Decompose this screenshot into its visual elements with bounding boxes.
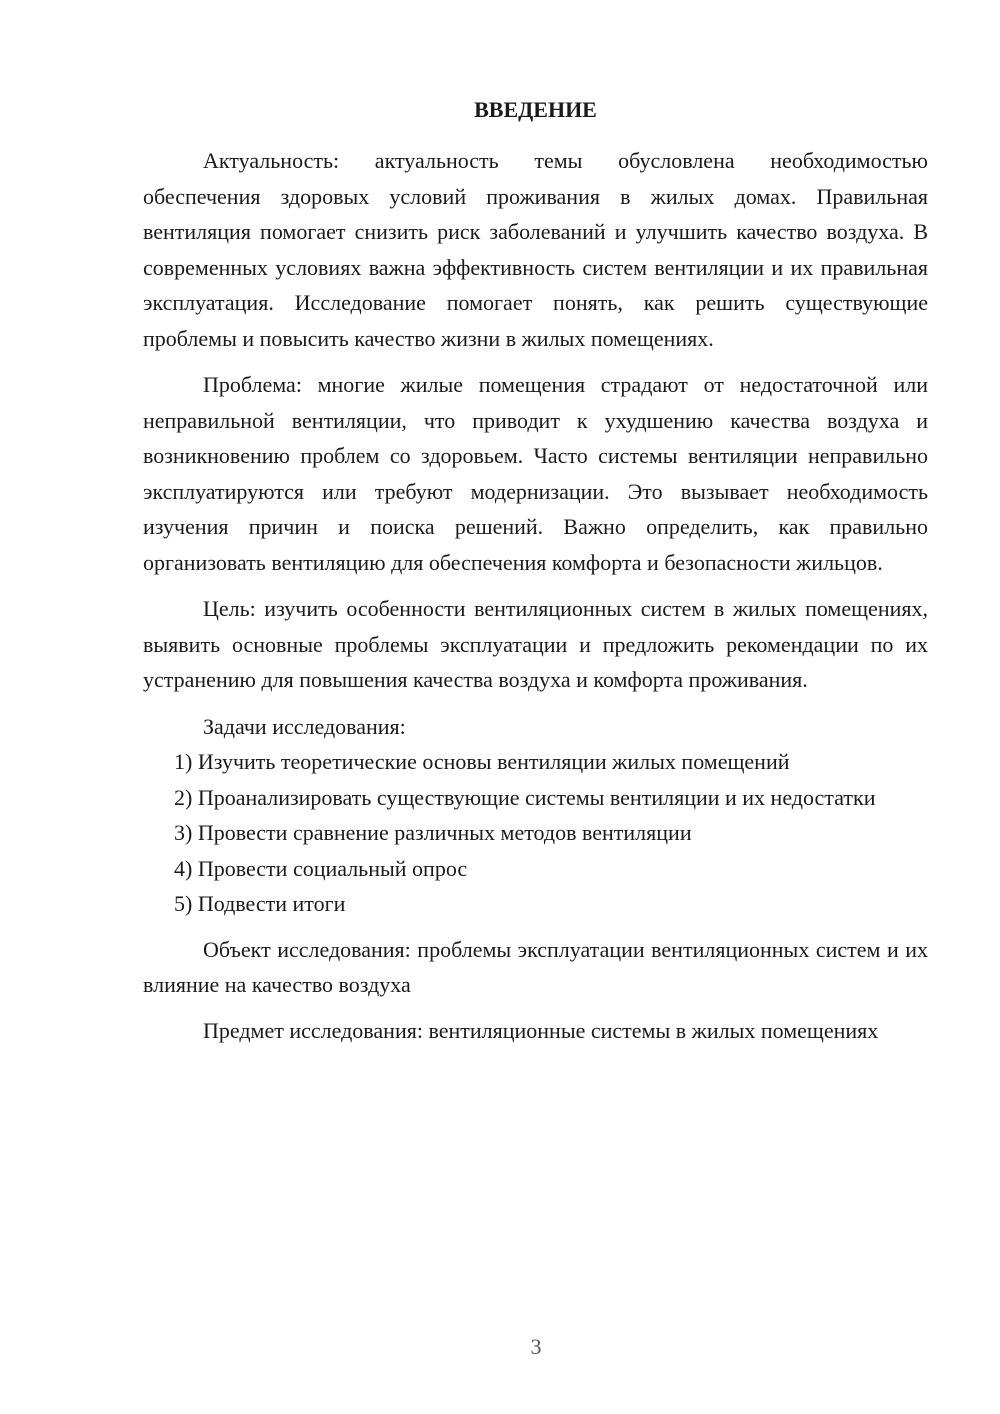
subject-paragraph: Предмет исследования: вентиляционные системы в жилых помещениях	[203, 1017, 879, 1043]
page-title: ВВЕДЕНИЕ	[474, 97, 597, 122]
task-item-4: 4) Провести социальный опрос	[174, 855, 468, 881]
task-item-1: 1) Изучить теоретические основы вентиляции жилых помещений	[174, 749, 790, 774]
goal-paragraph: Цель: изучить особенности вентиляционных систем в жилых помещениях, выявить основные проблемы эксплуатации и предложить рекомендации по их устранению для повышения качества воздуха и комфорта проживания.	[143, 596, 928, 692]
object-paragraph: Объект исследования: проблемы эксплуатации вентиляционных систем и их влияние на качество воздуха	[143, 936, 928, 997]
task-item-5: 5) Подвести итоги	[174, 891, 346, 916]
document-body	[143, 143, 928, 1048]
task-item-2: 2) Проанализировать существующие системы вентиляции и их недостатки	[174, 784, 876, 810]
tasks-heading: Задачи исследования:	[203, 713, 406, 739]
task-item-3: 3) Провести сравнение различных методов вентиляции	[174, 820, 692, 845]
problem-paragraph: Проблема: многие жилые помещения страдают от недостаточной или неправильной вентиляции, что приводит к ухудшению качества воздуха и возникновению проблем со здоровьем. Часто системы вентиляции неправильно эксплуатируются или требуют модернизации. Это вызывает необходимость изучения причин и поиска решений. Важно определить, как правильно организовать вентиляцию для обеспечения комфорта и безопасности жильцов.	[143, 372, 928, 575]
page-number: 3	[530, 1334, 542, 1359]
relevance-paragraph: Актуальность: актуальность темы обусловлена необходимостью обеспечения здоровых условий проживания в жилых домах. Правильная вентиляция помогает снизить риск заболеваний и улучшить качество воздуха. В современных условиях важна эффективность систем вентиляции и их правильная эксплуатация. Исследование помогает понять, как решить существующие проблемы и повысить качество жизни в жилых помещениях.	[143, 148, 928, 351]
